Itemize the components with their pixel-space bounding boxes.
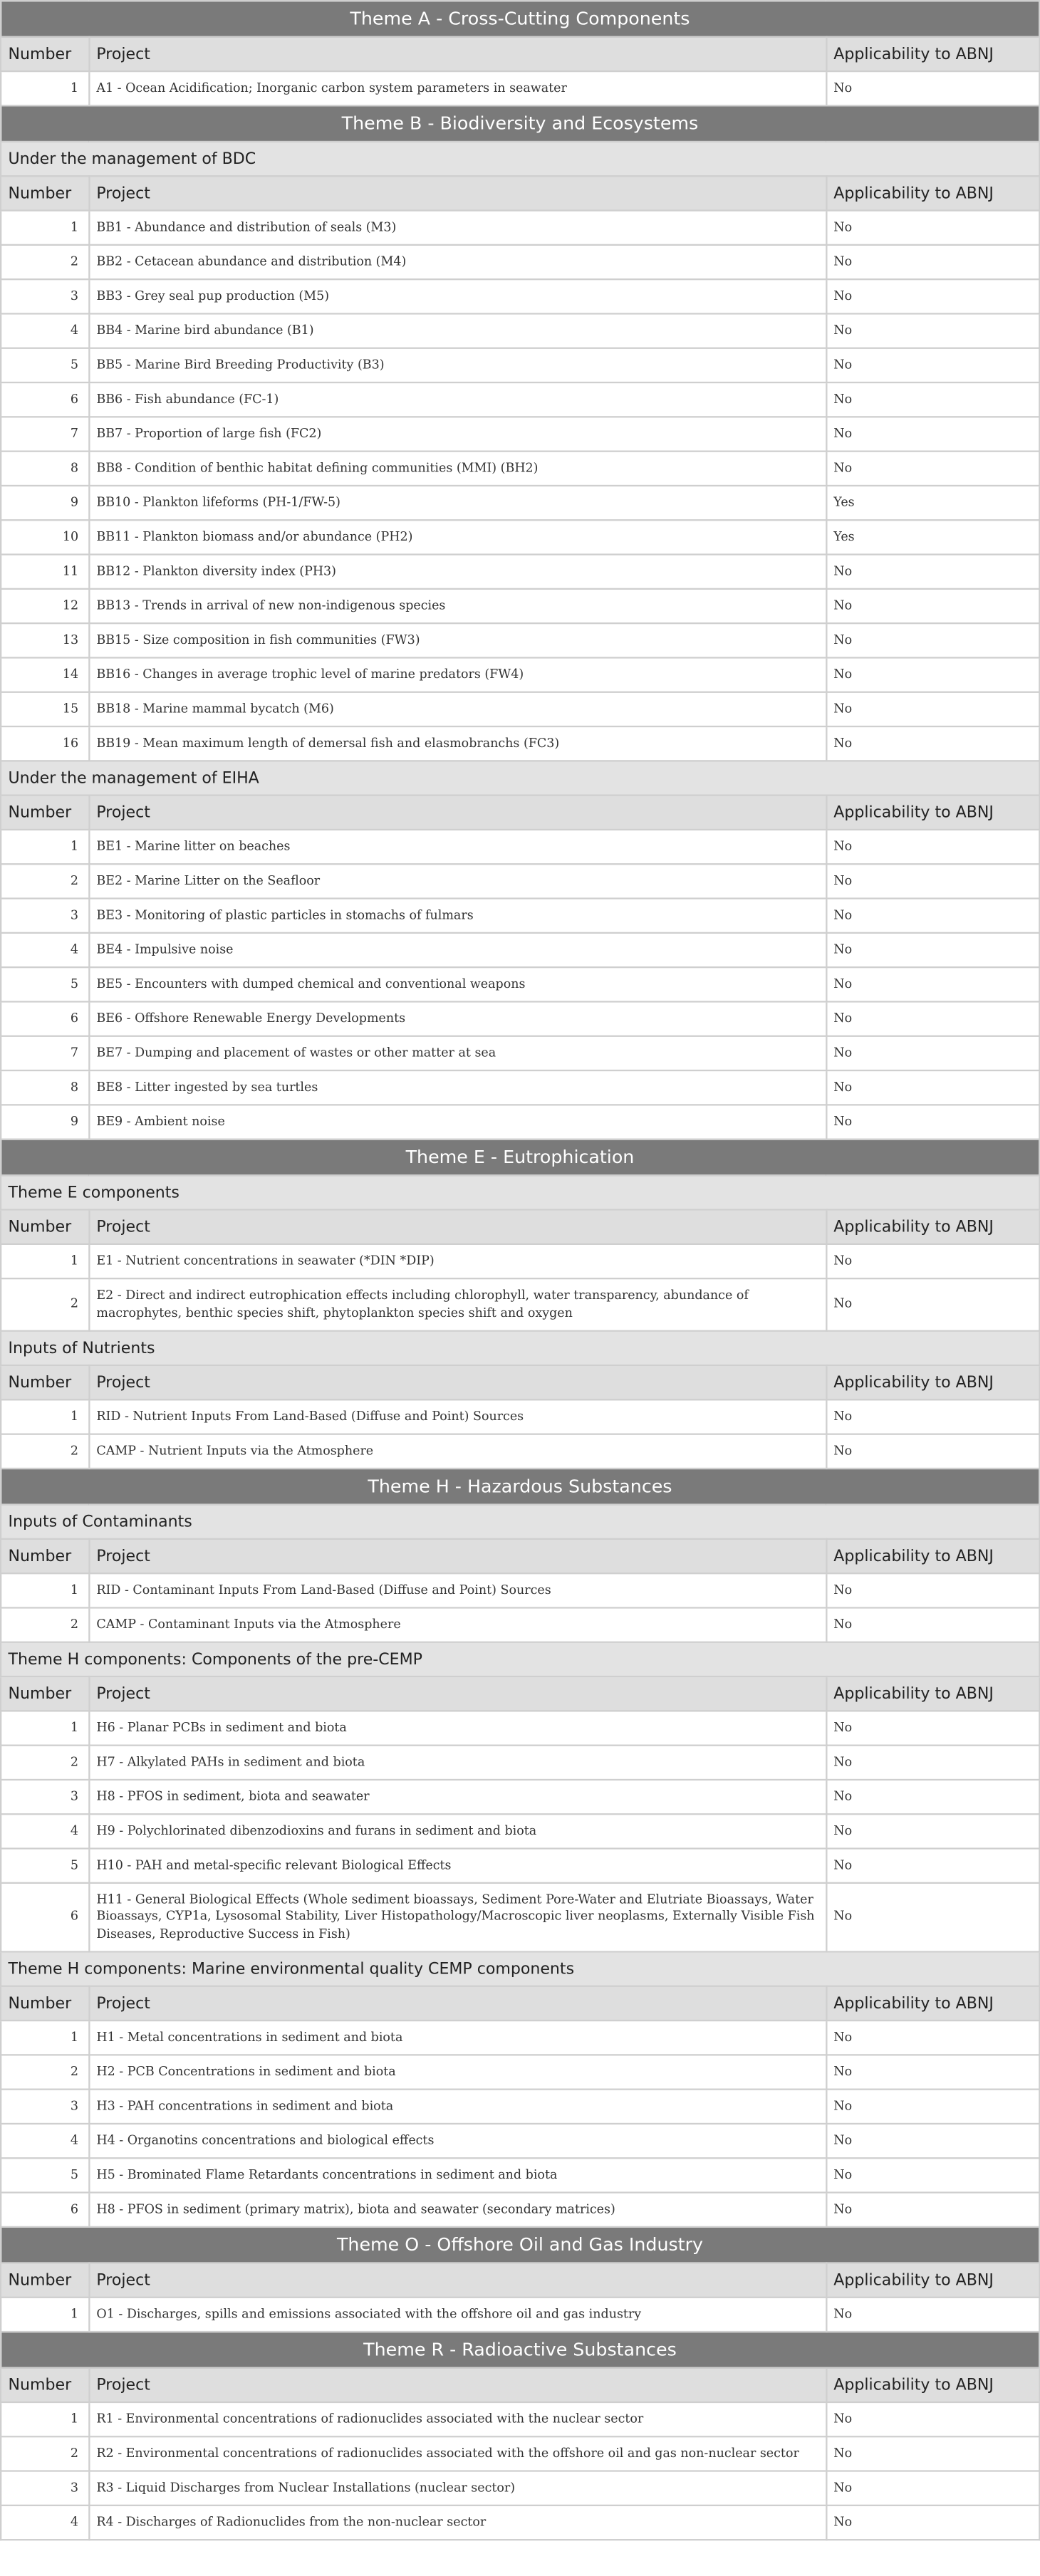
cell-applicability: Yes [826, 520, 1039, 554]
cell-applicability: No [826, 2436, 1039, 2471]
section-subheader: Theme H components: Components of the pre-CEMP [1, 1642, 1039, 1677]
cell-number: 1 [1, 2298, 89, 2332]
table-row [1, 589, 1039, 623]
theme-title-row [1, 1469, 1039, 1505]
table-row [1, 1278, 1039, 1331]
column-header-applicability: Applicability to ABNJ [826, 796, 1039, 830]
cell-number: 3 [1, 899, 89, 933]
table-row [1, 245, 1039, 279]
cell-project: H6 - Planar PCBs in sediment and biota [89, 1711, 826, 1745]
cell-project: H8 - PFOS in sediment, biota and seawater [89, 1780, 826, 1814]
cell-applicability: No [826, 452, 1039, 486]
cell-number: 1 [1, 1711, 89, 1745]
column-header-project: Project [89, 37, 826, 71]
cell-applicability: No [826, 692, 1039, 726]
cell-applicability: No [826, 726, 1039, 761]
table-row [1, 1780, 1039, 1814]
cell-project: CAMP - Nutrient Inputs via the Atmosphere [89, 1434, 826, 1469]
cell-project: BB12 - Plankton diversity index (PH3) [89, 555, 826, 589]
cell-project: H4 - Organotins concentrations and biological effects [89, 2124, 826, 2158]
table-row [1, 382, 1039, 417]
column-header-applicability: Applicability to ABNJ [826, 1210, 1039, 1244]
cell-project: BE2 - Marine Litter on the Seafloor [89, 864, 826, 898]
cell-number: 1 [1, 2402, 89, 2436]
cell-project: BE8 - Litter ingested by sea turtles [89, 1070, 826, 1105]
cell-number: 4 [1, 933, 89, 967]
cell-applicability: No [826, 279, 1039, 313]
column-header-number: Number [1, 2368, 89, 2402]
cell-number: 8 [1, 1070, 89, 1105]
cell-applicability: No [826, 1036, 1039, 1070]
cell-applicability: No [826, 382, 1039, 417]
cell-project: E1 - Nutrient concentrations in seawater (*DIN *DIP) [89, 1244, 826, 1278]
cell-number: 2 [1, 1746, 89, 1780]
table-row [1, 830, 1039, 864]
cell-project: H8 - PFOS in sediment (primary matrix), biota and seawater (secondary matrices) [89, 2193, 826, 2227]
table-row [1, 2436, 1039, 2471]
cell-project: BE5 - Encounters with dumped chemical and conventional weapons [89, 967, 826, 1001]
theme-title: Theme O - Offshore Oil and Gas Industry [1, 2227, 1039, 2263]
cell-applicability: No [826, 211, 1039, 245]
table-body [1, 1, 1039, 2540]
cell-applicability: No [826, 1434, 1039, 1469]
table-row [1, 1036, 1039, 1070]
column-header-project: Project [89, 796, 826, 830]
section-subheader-row [1, 761, 1039, 795]
table-row [1, 1070, 1039, 1105]
section-subheader: Theme E components [1, 1175, 1039, 1209]
table-row [1, 1746, 1039, 1780]
cell-applicability: No [826, 1780, 1039, 1814]
cell-applicability: No [826, 71, 1039, 105]
table-row [1, 933, 1039, 967]
table-row [1, 520, 1039, 554]
section-subheader-row [1, 1642, 1039, 1677]
cell-project: BB15 - Size composition in fish communities (FW3) [89, 623, 826, 657]
section-subheader: Under the management of EIHA [1, 761, 1039, 795]
table-row [1, 2055, 1039, 2089]
cell-number: 1 [1, 1244, 89, 1278]
section-subheader-row [1, 1331, 1039, 1365]
cell-applicability: No [826, 623, 1039, 657]
table-row [1, 1399, 1039, 1434]
table-row [1, 1001, 1039, 1036]
cell-project: H10 - PAH and metal-specific relevant Biological Effects [89, 1849, 826, 1883]
cell-project: H11 - General Biological Effects (Whole sediment bioassays, Sediment Pore-Water and Elutriate Bioassays, Water Bioassays, CYP1a, Lysosomal Stability, Liver Histopathology/Macroscopic liver neoplasms, Externally Visible Fish Diseases, Reproductive Success in Fish) [89, 1883, 826, 1952]
cell-applicability: No [826, 589, 1039, 623]
cell-number: 6 [1, 382, 89, 417]
column-header-project: Project [89, 1986, 826, 2020]
cell-number: 7 [1, 1036, 89, 1070]
theme-title-row [1, 1140, 1039, 1176]
cell-applicability: No [826, 2402, 1039, 2436]
cell-project: H2 - PCB Concentrations in sediment and biota [89, 2055, 826, 2089]
section-subheader-row [1, 1175, 1039, 1209]
cell-project: RID - Contaminant Inputs From Land-Based (Diffuse and Point) Sources [89, 1573, 826, 1607]
column-header-number: Number [1, 2263, 89, 2297]
cell-number: 5 [1, 967, 89, 1001]
cell-applicability: No [826, 864, 1039, 898]
cell-number: 15 [1, 692, 89, 726]
column-header-number: Number [1, 1365, 89, 1399]
cell-project: R3 - Liquid Discharges from Nuclear Installations (nuclear sector) [89, 2471, 826, 2505]
cell-applicability: No [826, 2158, 1039, 2192]
column-header-row [1, 2368, 1039, 2402]
cell-project: H3 - PAH concentrations in sediment and biota [89, 2090, 826, 2124]
cell-applicability: No [826, 830, 1039, 864]
cell-applicability: No [826, 245, 1039, 279]
cell-applicability: No [826, 2298, 1039, 2332]
column-header-row [1, 1539, 1039, 1573]
cell-number: 10 [1, 520, 89, 554]
column-header-number: Number [1, 1539, 89, 1573]
cell-project: BB7 - Proportion of large fish (FC2) [89, 417, 826, 451]
cell-number: 1 [1, 830, 89, 864]
column-header-project: Project [89, 1365, 826, 1399]
cell-project: BB18 - Marine mammal bycatch (M6) [89, 692, 826, 726]
cell-project: R1 - Environmental concentrations of radionuclides associated with the nuclear sector [89, 2402, 826, 2436]
section-subheader-row [1, 1505, 1039, 1539]
cell-number: 5 [1, 348, 89, 382]
table-row [1, 555, 1039, 589]
cell-applicability: No [826, 2090, 1039, 2124]
column-header-applicability: Applicability to ABNJ [826, 2263, 1039, 2297]
cell-project: BB10 - Plankton lifeforms (PH-1/FW-5) [89, 486, 826, 520]
cell-project: RID - Nutrient Inputs From Land-Based (Diffuse and Point) Sources [89, 1399, 826, 1434]
table-row [1, 2090, 1039, 2124]
cell-project: BB1 - Abundance and distribution of seals (M3) [89, 211, 826, 245]
table-row [1, 657, 1039, 692]
cell-number: 2 [1, 2436, 89, 2471]
table-row [1, 967, 1039, 1001]
column-header-number: Number [1, 796, 89, 830]
section-subheader-row [1, 1951, 1039, 1986]
cell-applicability: No [826, 1883, 1039, 1952]
cell-project: BE3 - Monitoring of plastic particles in stomachs of fulmars [89, 899, 826, 933]
theme-title: Theme R - Radioactive Substances [1, 2332, 1039, 2368]
section-subheader: Theme H components: Marine environmental quality CEMP components [1, 1951, 1039, 1986]
cell-number: 9 [1, 1105, 89, 1139]
table-row [1, 1244, 1039, 1278]
theme-title-row [1, 1, 1039, 37]
table-row [1, 313, 1039, 348]
table-row [1, 486, 1039, 520]
cell-project: BB16 - Changes in average trophic level of marine predators (FW4) [89, 657, 826, 692]
cell-number: 4 [1, 2124, 89, 2158]
cell-project: R4 - Discharges of Radionuclides from the non-nuclear sector [89, 2505, 826, 2540]
cell-project: A1 - Ocean Acidification; Inorganic carbon system parameters in seawater [89, 71, 826, 105]
cell-number: 3 [1, 1780, 89, 1814]
cell-project: BB6 - Fish abundance (FC-1) [89, 382, 826, 417]
cell-number: 6 [1, 2193, 89, 2227]
cell-number: 2 [1, 1278, 89, 1331]
cell-applicability: No [826, 417, 1039, 451]
section-subheader: Under the management of BDC [1, 142, 1039, 176]
column-header-project: Project [89, 2368, 826, 2402]
column-header-row [1, 796, 1039, 830]
column-header-row [1, 1365, 1039, 1399]
cell-project: BE1 - Marine litter on beaches [89, 830, 826, 864]
table-row [1, 2124, 1039, 2158]
cell-project: BB13 - Trends in arrival of new non-indigenous species [89, 589, 826, 623]
cell-number: 4 [1, 313, 89, 348]
section-subheader: Inputs of Nutrients [1, 1331, 1039, 1365]
column-header-applicability: Applicability to ABNJ [826, 1677, 1039, 1711]
cell-applicability: No [826, 1849, 1039, 1883]
theme-title-row [1, 105, 1039, 142]
cell-number: 1 [1, 71, 89, 105]
column-header-number: Number [1, 1986, 89, 2020]
cell-applicability: No [826, 657, 1039, 692]
table-row [1, 2158, 1039, 2192]
cell-applicability: No [826, 933, 1039, 967]
cell-applicability: No [826, 1244, 1039, 1278]
cell-project: E2 - Direct and indirect eutrophication effects including chlorophyll, water transparency, abundance of macrophytes, benthic species shift, phytoplankton species shift and oxygen [89, 1278, 826, 1331]
cell-project: BB4 - Marine bird abundance (B1) [89, 313, 826, 348]
cell-project: H9 - Polychlorinated dibenzodioxins and furans in sediment and biota [89, 1814, 826, 1848]
table-row [1, 1105, 1039, 1139]
cell-applicability: No [826, 2124, 1039, 2158]
cell-applicability: No [826, 1711, 1039, 1745]
column-header-applicability: Applicability to ABNJ [826, 2368, 1039, 2402]
cell-project: CAMP - Contaminant Inputs via the Atmosphere [89, 1607, 826, 1642]
table-row [1, 1883, 1039, 1952]
cell-number: 13 [1, 623, 89, 657]
table-row [1, 2402, 1039, 2436]
cell-applicability: No [826, 348, 1039, 382]
cell-project: BB19 - Mean maximum length of demersal fish and elasmobranchs (FC3) [89, 726, 826, 761]
cell-applicability: No [826, 555, 1039, 589]
cell-project: BE7 - Dumping and placement of wastes or other matter at sea [89, 1036, 826, 1070]
column-header-project: Project [89, 1677, 826, 1711]
cell-applicability: No [826, 1001, 1039, 1036]
column-header-project: Project [89, 176, 826, 210]
cell-number: 3 [1, 2090, 89, 2124]
cell-project: O1 - Discharges, spills and emissions associated with the offshore oil and gas industry [89, 2298, 826, 2332]
cell-applicability: No [826, 1573, 1039, 1607]
cell-number: 1 [1, 1399, 89, 1434]
table-row [1, 2505, 1039, 2540]
cell-number: 2 [1, 245, 89, 279]
cell-project: R2 - Environmental concentrations of radionuclides associated with the offshore oil and gas non-nuclear sector [89, 2436, 826, 2471]
table-row [1, 1573, 1039, 1607]
table-row [1, 1607, 1039, 1642]
column-header-project: Project [89, 1210, 826, 1244]
column-header-number: Number [1, 176, 89, 210]
table-row [1, 623, 1039, 657]
cell-number: 9 [1, 486, 89, 520]
cell-project: BB2 - Cetacean abundance and distribution (M4) [89, 245, 826, 279]
table-row [1, 279, 1039, 313]
cell-project: BE4 - Impulsive noise [89, 933, 826, 967]
table-row [1, 692, 1039, 726]
theme-title: Theme B - Biodiversity and Ecosystems [1, 105, 1039, 142]
cell-number: 1 [1, 1573, 89, 1607]
cell-number: 6 [1, 1883, 89, 1952]
cell-applicability: No [826, 1278, 1039, 1331]
table-row [1, 2471, 1039, 2505]
column-header-row [1, 2263, 1039, 2297]
column-header-row [1, 1677, 1039, 1711]
cell-number: 6 [1, 1001, 89, 1036]
cell-number: 7 [1, 417, 89, 451]
table-row [1, 1711, 1039, 1745]
section-subheader: Inputs of Contaminants [1, 1505, 1039, 1539]
cell-applicability: No [826, 2055, 1039, 2089]
cell-applicability: No [826, 2193, 1039, 2227]
table-row [1, 2298, 1039, 2332]
cell-applicability: No [826, 899, 1039, 933]
cell-number: 1 [1, 2020, 89, 2055]
cell-project: BE6 - Offshore Renewable Energy Developments [89, 1001, 826, 1036]
cell-number: 3 [1, 279, 89, 313]
cell-applicability: No [826, 1746, 1039, 1780]
cell-applicability: No [826, 2471, 1039, 2505]
cell-applicability: No [826, 1607, 1039, 1642]
column-header-row [1, 176, 1039, 210]
cell-number: 2 [1, 864, 89, 898]
cell-number: 16 [1, 726, 89, 761]
cell-applicability: No [826, 2020, 1039, 2055]
cell-number: 3 [1, 2471, 89, 2505]
cell-number: 8 [1, 452, 89, 486]
section-subheader-row [1, 142, 1039, 176]
cell-applicability: Yes [826, 486, 1039, 520]
cell-project: H1 - Metal concentrations in sediment and biota [89, 2020, 826, 2055]
cell-project: BE9 - Ambient noise [89, 1105, 826, 1139]
column-header-project: Project [89, 2263, 826, 2297]
table-row [1, 452, 1039, 486]
column-header-project: Project [89, 1539, 826, 1573]
cell-number: 2 [1, 2055, 89, 2089]
theme-title-row [1, 2332, 1039, 2368]
table-row [1, 1814, 1039, 1848]
column-header-applicability: Applicability to ABNJ [826, 1365, 1039, 1399]
cell-applicability: No [826, 1399, 1039, 1434]
column-header-applicability: Applicability to ABNJ [826, 176, 1039, 210]
cell-project: BB8 - Condition of benthic habitat defining communities (MMI) (BH2) [89, 452, 826, 486]
table-row [1, 211, 1039, 245]
cell-number: 1 [1, 211, 89, 245]
theme-title: Theme A - Cross-Cutting Components [1, 1, 1039, 37]
cell-applicability: No [826, 2505, 1039, 2540]
table-row [1, 1849, 1039, 1883]
cell-applicability: No [826, 1105, 1039, 1139]
cell-number: 12 [1, 589, 89, 623]
column-header-row [1, 1210, 1039, 1244]
cell-number: 4 [1, 2505, 89, 2540]
theme-title: Theme E - Eutrophication [1, 1140, 1039, 1176]
cell-number: 2 [1, 1607, 89, 1642]
column-header-applicability: Applicability to ABNJ [826, 37, 1039, 71]
cell-project: H7 - Alkylated PAHs in sediment and biota [89, 1746, 826, 1780]
table-row [1, 899, 1039, 933]
theme-title-row [1, 2227, 1039, 2263]
cell-applicability: No [826, 313, 1039, 348]
column-header-applicability: Applicability to ABNJ [826, 1539, 1039, 1573]
table-row [1, 348, 1039, 382]
cell-applicability: No [826, 1814, 1039, 1848]
cell-number: 4 [1, 1814, 89, 1848]
cell-number: 11 [1, 555, 89, 589]
table-row [1, 1434, 1039, 1469]
cell-applicability: No [826, 967, 1039, 1001]
theme-title: Theme H - Hazardous Substances [1, 1469, 1039, 1505]
table-row [1, 864, 1039, 898]
cell-project: BB11 - Plankton biomass and/or abundance (PH2) [89, 520, 826, 554]
column-header-row [1, 37, 1039, 71]
cell-project: H5 - Brominated Flame Retardants concentrations in sediment and biota [89, 2158, 826, 2192]
cell-applicability: No [826, 1070, 1039, 1105]
table-row [1, 2020, 1039, 2055]
cell-project: BB3 - Grey seal pup production (M5) [89, 279, 826, 313]
cell-project: BB5 - Marine Bird Breeding Productivity (B3) [89, 348, 826, 382]
column-header-row [1, 1986, 1039, 2020]
table-row [1, 71, 1039, 105]
column-header-applicability: Applicability to ABNJ [826, 1986, 1039, 2020]
table-row [1, 2193, 1039, 2227]
cell-number: 14 [1, 657, 89, 692]
cell-number: 5 [1, 1849, 89, 1883]
column-header-number: Number [1, 1210, 89, 1244]
column-header-number: Number [1, 37, 89, 71]
cell-number: 2 [1, 1434, 89, 1469]
column-header-number: Number [1, 1677, 89, 1711]
table-row [1, 417, 1039, 451]
cell-number: 5 [1, 2158, 89, 2192]
table-row [1, 726, 1039, 761]
